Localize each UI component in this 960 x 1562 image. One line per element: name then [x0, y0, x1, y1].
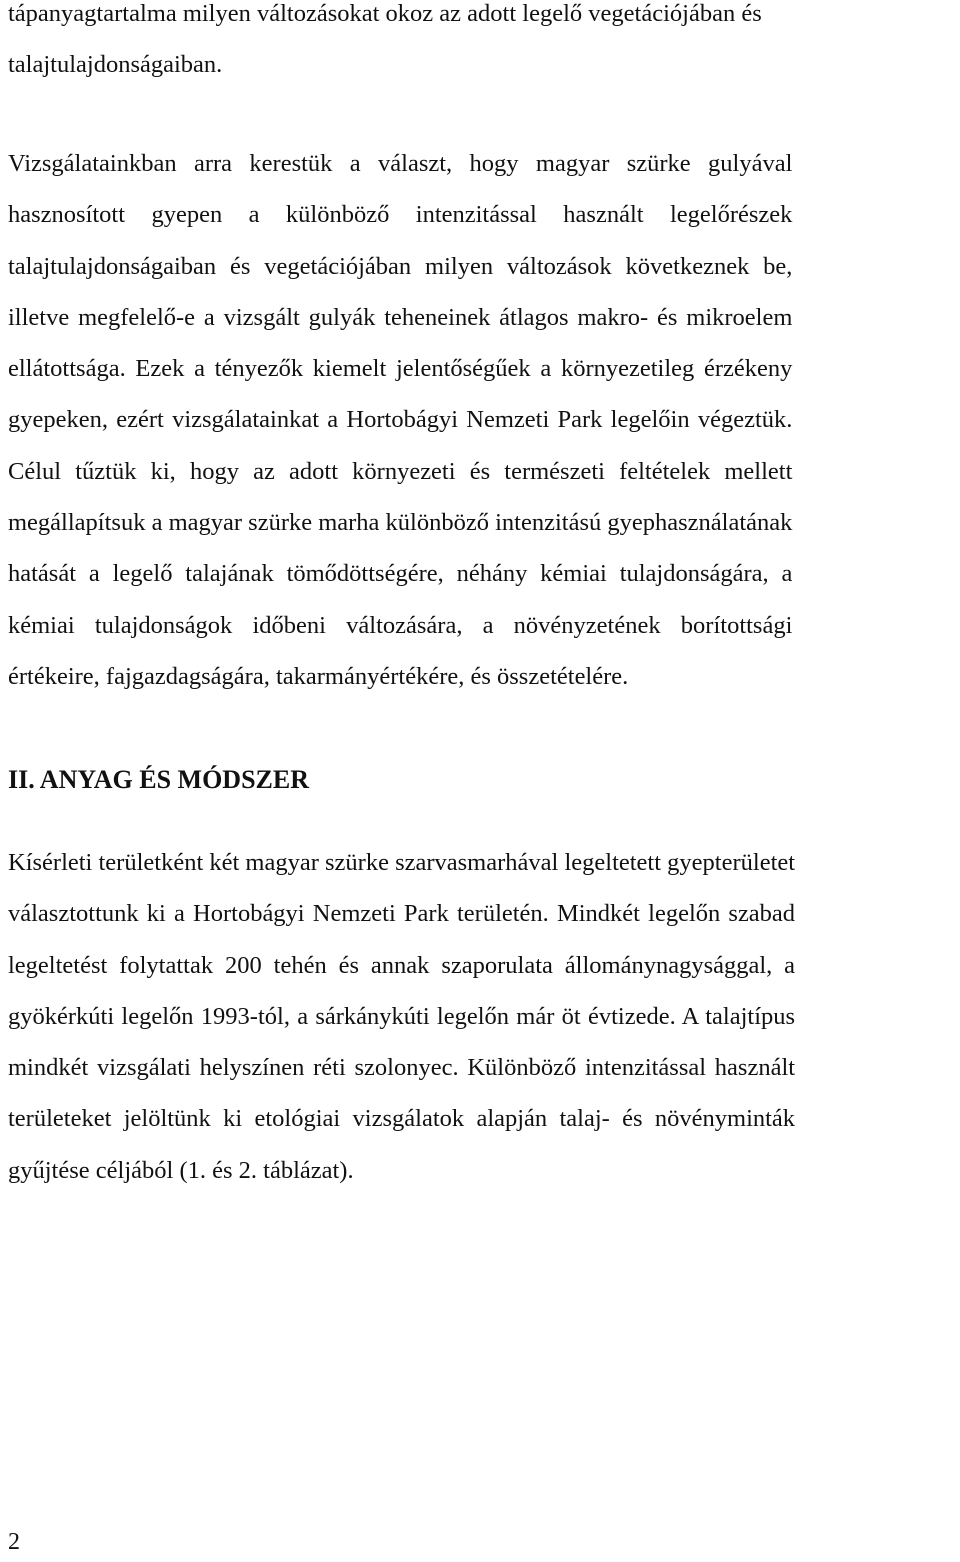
paragraph-line: kémiai tulajdonságok időbeni változására, a növényzetének borítottsági [8, 611, 793, 639]
paragraph-line: Célul tűztük ki, hogy az adott környezeti és természeti feltételek mellett [8, 457, 793, 485]
paragraph-line: legeltetést folytattak 200 tehén és annak szaporulata állománynagysággal, a [8, 951, 796, 979]
paragraph-line: Kísérleti területként két magyar szürke szarvasmarhával legeltetett gyepterületet [8, 849, 796, 876]
paragraph-line: hasznosított gyepen a különböző intenzitással használt legelőrészek [8, 201, 793, 229]
paragraph-line: gyűjtése céljából (1. és 2. táblázat). [8, 1156, 354, 1184]
paragraph-line: hatását a legelő talajának tömődöttségére, néhány kémiai tulajdonságára, a [8, 560, 793, 588]
paragraph-line: megállapítsuk a magyar szürke marha különböző intenzitású gyephasználatának [8, 509, 793, 537]
paragraph-line: Vizsgálatainkban arra kerestük a választ, hogy magyar szürke gulyával [8, 150, 793, 177]
paragraph-line: gyökérkúti legelőn 1993-tól, a sárkánykúti legelőn már öt évtizede. A talajtípus [8, 1002, 796, 1030]
paragraph-line: gyepeken, ezért vizsgálatainkat a Hortobágyi Nemzeti Park legelőin végeztük. [8, 406, 793, 434]
paragraph-line: talajtulajdonságaiban és vegetációjában milyen változások következnek be, [8, 252, 793, 280]
paragraph-line: talajtulajdonságaiban. [8, 51, 223, 79]
paragraph-line: választottunk ki a Hortobágyi Nemzeti Park területén. Mindkét legelőn szabad [8, 900, 796, 928]
paragraph-line: tápanyagtartalma milyen változásokat okoz az adott legelő vegetációjában és [8, 0, 762, 27]
intro-paragraph [8, 0, 762, 91]
page-number: 2 [8, 1529, 20, 1555]
paragraph-line: mindkét vizsgálati helyszínen réti szolonyec. Különböző intenzitással használt [8, 1054, 796, 1082]
methods-paragraph [8, 837, 795, 1196]
paragraph-line: értékeire, fajgazdagságára, takarmányértékére, és összetételére. [8, 662, 629, 690]
aims-paragraph [8, 138, 792, 702]
paragraph-line: illetve megfelelő-e a vizsgált gulyák teheneinek átlagos makro- és mikroelem [8, 303, 793, 331]
paragraph-line: területeket jelöltünk ki etológiai vizsgálatok alapján talaj- és növényminták [8, 1105, 796, 1133]
section-heading: II. ANYAG ÉS MÓDSZER [8, 765, 310, 794]
paragraph-line: ellátottsága. Ezek a tényezők kiemelt jelentőségűek a környezetileg érzékeny [8, 355, 793, 383]
